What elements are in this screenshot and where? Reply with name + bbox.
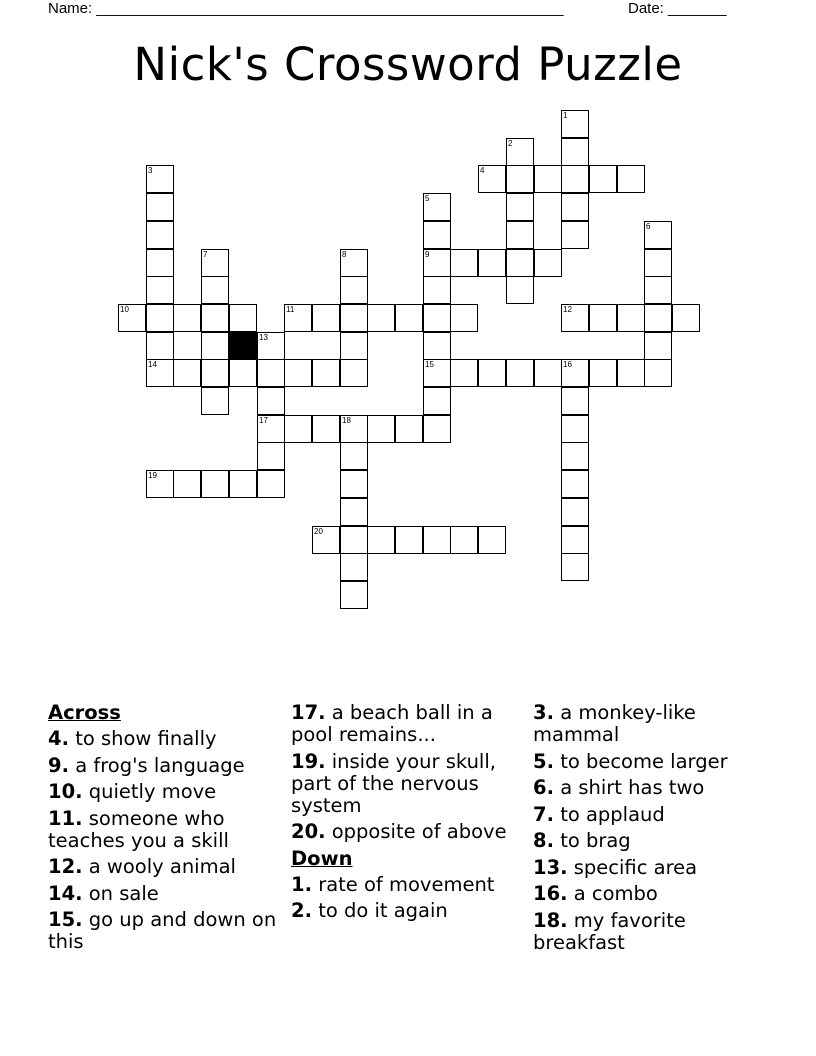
clue-item — [533, 804, 773, 826]
grid-cell[interactable] — [644, 359, 672, 387]
grid-cell[interactable] — [173, 304, 201, 332]
clue-text: a shirt has two — [560, 776, 705, 799]
clue-item — [48, 755, 284, 777]
clue-text: on sale — [88, 881, 159, 905]
date-field-line[interactable]: Date: _______ — [628, 0, 727, 17]
clue-text: my favorite breakfast — [533, 908, 686, 954]
cell-number: 5 — [425, 194, 430, 203]
grid-cell[interactable] — [561, 110, 589, 138]
grid-cell[interactable] — [450, 249, 478, 277]
grid-cell[interactable] — [395, 415, 423, 443]
clue-item — [48, 781, 284, 803]
grid-cell[interactable] — [561, 553, 589, 581]
grid-cell[interactable] — [506, 221, 534, 249]
grid-cell[interactable] — [146, 193, 174, 221]
grid-cell[interactable] — [478, 165, 506, 193]
cell-number: 19 — [148, 471, 157, 480]
grid-cell[interactable] — [340, 249, 368, 277]
grid-cell[interactable] — [423, 415, 451, 443]
grid-cell[interactable] — [561, 526, 589, 554]
grid-cell[interactable] — [561, 387, 589, 415]
clue-item — [533, 751, 773, 773]
clue-number: 10. — [48, 780, 83, 803]
clue-text: go up and down on this — [48, 908, 277, 953]
clue-item — [291, 900, 527, 922]
grid-cell[interactable] — [257, 332, 285, 360]
clue-text: a monkey-like mammal — [533, 701, 696, 746]
cell-number: 11 — [286, 305, 295, 314]
clue-section-heading: Down — [291, 846, 353, 870]
grid-cell[interactable] — [312, 359, 340, 387]
clue-number: 4. — [48, 727, 69, 750]
grid-cell[interactable] — [395, 526, 423, 554]
grid-cell[interactable] — [478, 526, 506, 554]
clue-text: to brag — [560, 829, 631, 852]
grid-cell[interactable] — [506, 193, 534, 221]
clue-text: to become larger — [560, 749, 728, 773]
grid-cell[interactable] — [146, 470, 174, 498]
clue-text: quietly move — [88, 780, 217, 803]
grid-cell[interactable] — [561, 138, 589, 166]
clue-item — [291, 702, 527, 746]
grid-cell[interactable] — [450, 359, 478, 387]
clue-item — [291, 821, 527, 843]
grid-cell[interactable] — [423, 193, 451, 221]
grid-cell[interactable] — [284, 304, 312, 332]
grid-cell[interactable] — [506, 165, 534, 193]
grid-cell[interactable] — [561, 304, 589, 332]
grid-cell[interactable] — [561, 442, 589, 470]
grid-cell[interactable] — [506, 276, 534, 304]
cell-number: 10 — [120, 305, 129, 314]
grid-cell[interactable] — [201, 470, 229, 498]
cell-number: 16 — [563, 360, 572, 369]
cell-number: 3 — [148, 166, 153, 175]
grid-cell[interactable] — [589, 304, 617, 332]
clue-column-2 — [291, 702, 527, 927]
clue-number: 13. — [533, 855, 568, 879]
grid-cell[interactable] — [146, 165, 174, 193]
grid-cell[interactable] — [423, 276, 451, 304]
grid-cell[interactable] — [257, 359, 285, 387]
grid-cell[interactable] — [644, 249, 672, 277]
grid-cell[interactable] — [257, 470, 285, 498]
grid-cell[interactable] — [229, 470, 257, 498]
grid-cell[interactable] — [423, 359, 451, 387]
cell-number: 9 — [425, 250, 430, 259]
grid-cell[interactable] — [284, 359, 312, 387]
cell-number: 7 — [203, 250, 208, 259]
clue-number: 9. — [48, 753, 69, 777]
grid-cell[interactable] — [589, 359, 617, 387]
cell-number: 1 — [563, 111, 568, 120]
grid-cell[interactable] — [284, 415, 312, 443]
grid-cell[interactable] — [340, 498, 368, 526]
clue-text: to do it again — [318, 899, 448, 922]
clue-item — [291, 751, 527, 817]
clue-text: a combo — [573, 882, 658, 905]
clue-number: 12. — [48, 855, 83, 878]
clue-column-1 — [48, 702, 284, 958]
clue-item — [533, 777, 773, 799]
clue-text: someone who teaches you a skill — [48, 806, 229, 852]
grid-cell[interactable] — [561, 221, 589, 249]
grid-cell[interactable] — [423, 221, 451, 249]
grid-cell[interactable] — [506, 249, 534, 277]
grid-cell[interactable] — [340, 359, 368, 387]
cell-number: 17 — [259, 416, 268, 425]
clue-number: 19. — [291, 749, 326, 773]
grid-cell[interactable] — [118, 304, 146, 332]
grid-cell[interactable] — [506, 138, 534, 166]
grid-cell[interactable] — [173, 470, 201, 498]
grid-cell[interactable] — [561, 470, 589, 498]
grid-cell[interactable] — [450, 304, 478, 332]
grid-cell[interactable] — [367, 304, 395, 332]
grid-cell[interactable] — [617, 359, 645, 387]
clue-item — [533, 910, 773, 954]
grid-cell[interactable] — [478, 249, 506, 277]
grid-cell[interactable] — [644, 304, 672, 332]
grid-cell[interactable] — [201, 359, 229, 387]
grid-cell[interactable] — [561, 415, 589, 443]
clue-text: rate of movement — [318, 872, 495, 896]
grid-cell[interactable] — [340, 415, 368, 443]
grid-cell[interactable] — [589, 165, 617, 193]
page-title: Nick's Crossword Puzzle — [133, 38, 683, 91]
clue-item — [48, 909, 284, 953]
grid-cell[interactable] — [561, 165, 589, 193]
cell-number: 8 — [342, 250, 347, 259]
grid-cell[interactable] — [340, 526, 368, 554]
clue-number: 18. — [533, 908, 568, 932]
clue-text: a beach ball in a pool remains... — [291, 701, 493, 746]
clue-item — [533, 857, 773, 879]
grid-cell[interactable] — [340, 304, 368, 332]
blocked-cell — [229, 332, 257, 360]
clue-number: 5. — [533, 749, 554, 773]
grid-cell[interactable] — [201, 249, 229, 277]
clue-number: 20. — [291, 820, 326, 843]
clue-item — [48, 883, 284, 905]
grid-cell[interactable] — [146, 221, 174, 249]
clue-item — [291, 874, 527, 896]
grid-cell[interactable] — [146, 332, 174, 360]
clue-text: to applaud — [560, 802, 665, 826]
cell-number: 20 — [314, 527, 323, 536]
clue-number: 11. — [48, 806, 83, 830]
grid-cell[interactable] — [201, 332, 229, 360]
grid-cell[interactable] — [340, 581, 368, 609]
clue-item — [48, 728, 284, 750]
grid-cell[interactable] — [423, 387, 451, 415]
grid-cell[interactable] — [395, 304, 423, 332]
cell-number: 13 — [259, 333, 268, 342]
grid-cell[interactable] — [146, 359, 174, 387]
grid-cell[interactable] — [534, 249, 562, 277]
cell-number: 6 — [646, 222, 651, 231]
grid-cell[interactable] — [423, 526, 451, 554]
clue-text: a frog's language — [75, 753, 245, 777]
grid-cell[interactable] — [367, 415, 395, 443]
grid-cell[interactable] — [423, 249, 451, 277]
grid-cell[interactable] — [312, 304, 340, 332]
clue-number: 2. — [291, 899, 312, 922]
grid-cell[interactable] — [367, 526, 395, 554]
grid-cell[interactable] — [340, 470, 368, 498]
clue-text: a wooly animal — [88, 855, 236, 878]
clue-number: 6. — [533, 776, 554, 799]
grid-cell[interactable] — [534, 359, 562, 387]
grid-cell[interactable] — [617, 165, 645, 193]
clue-text: to show finally — [75, 727, 217, 750]
clue-number: 8. — [533, 829, 554, 852]
clue-number: 16. — [533, 882, 568, 905]
cell-number: 14 — [148, 360, 157, 369]
cell-number: 12 — [563, 305, 572, 314]
grid-cell[interactable] — [146, 249, 174, 277]
cell-number: 4 — [480, 166, 485, 175]
grid-cell[interactable] — [340, 442, 368, 470]
grid-cell[interactable] — [146, 304, 174, 332]
clue-text: inside your skull, part of the nervous system — [291, 749, 496, 817]
clue-number: 14. — [48, 881, 83, 905]
grid-cell[interactable] — [340, 332, 368, 360]
grid-cell[interactable] — [257, 415, 285, 443]
clue-text: opposite of above — [331, 820, 507, 843]
grid-cell[interactable] — [146, 276, 174, 304]
clue-item — [533, 830, 773, 852]
grid-cell[interactable] — [312, 415, 340, 443]
clue-section-heading: Across — [48, 701, 121, 724]
clue-number: 1. — [291, 872, 312, 896]
grid-cell[interactable] — [229, 359, 257, 387]
cell-number: 15 — [425, 360, 434, 369]
grid-cell[interactable] — [423, 304, 451, 332]
grid-cell[interactable] — [450, 526, 478, 554]
grid-cell[interactable] — [257, 387, 285, 415]
grid-cell[interactable] — [644, 332, 672, 360]
name-field-line[interactable]: Name: ________________________________________________________ — [48, 0, 564, 17]
grid-cell[interactable] — [423, 332, 451, 360]
grid-cell[interactable] — [478, 359, 506, 387]
clue-item — [533, 883, 773, 905]
grid-cell[interactable] — [561, 498, 589, 526]
clue-item — [48, 856, 284, 878]
grid-cell[interactable] — [534, 165, 562, 193]
grid-cell[interactable] — [644, 221, 672, 249]
grid-cell[interactable] — [561, 359, 589, 387]
clue-item — [533, 702, 773, 746]
clue-item — [48, 808, 284, 852]
clue-number: 17. — [291, 701, 326, 724]
cell-number: 2 — [508, 139, 513, 148]
grid-cell[interactable] — [201, 304, 229, 332]
grid-cell[interactable] — [506, 359, 534, 387]
grid-cell[interactable] — [561, 193, 589, 221]
clue-number: 3. — [533, 701, 554, 724]
clue-text: specific area — [573, 855, 698, 879]
grid-cell[interactable] — [229, 304, 257, 332]
clue-number: 7. — [533, 802, 554, 826]
grid-cell[interactable] — [340, 553, 368, 581]
clue-number: 15. — [48, 908, 83, 931]
grid-cell[interactable] — [201, 387, 229, 415]
grid-cell[interactable] — [201, 276, 229, 304]
grid-cell[interactable] — [257, 442, 285, 470]
grid-cell[interactable] — [173, 359, 201, 387]
grid-cell[interactable] — [312, 526, 340, 554]
clue-column-3 — [533, 702, 773, 958]
grid-cell[interactable] — [617, 304, 645, 332]
grid-cell[interactable] — [340, 276, 368, 304]
grid-cell[interactable] — [672, 304, 700, 332]
cell-number: 18 — [342, 416, 351, 425]
grid-cell[interactable] — [644, 276, 672, 304]
